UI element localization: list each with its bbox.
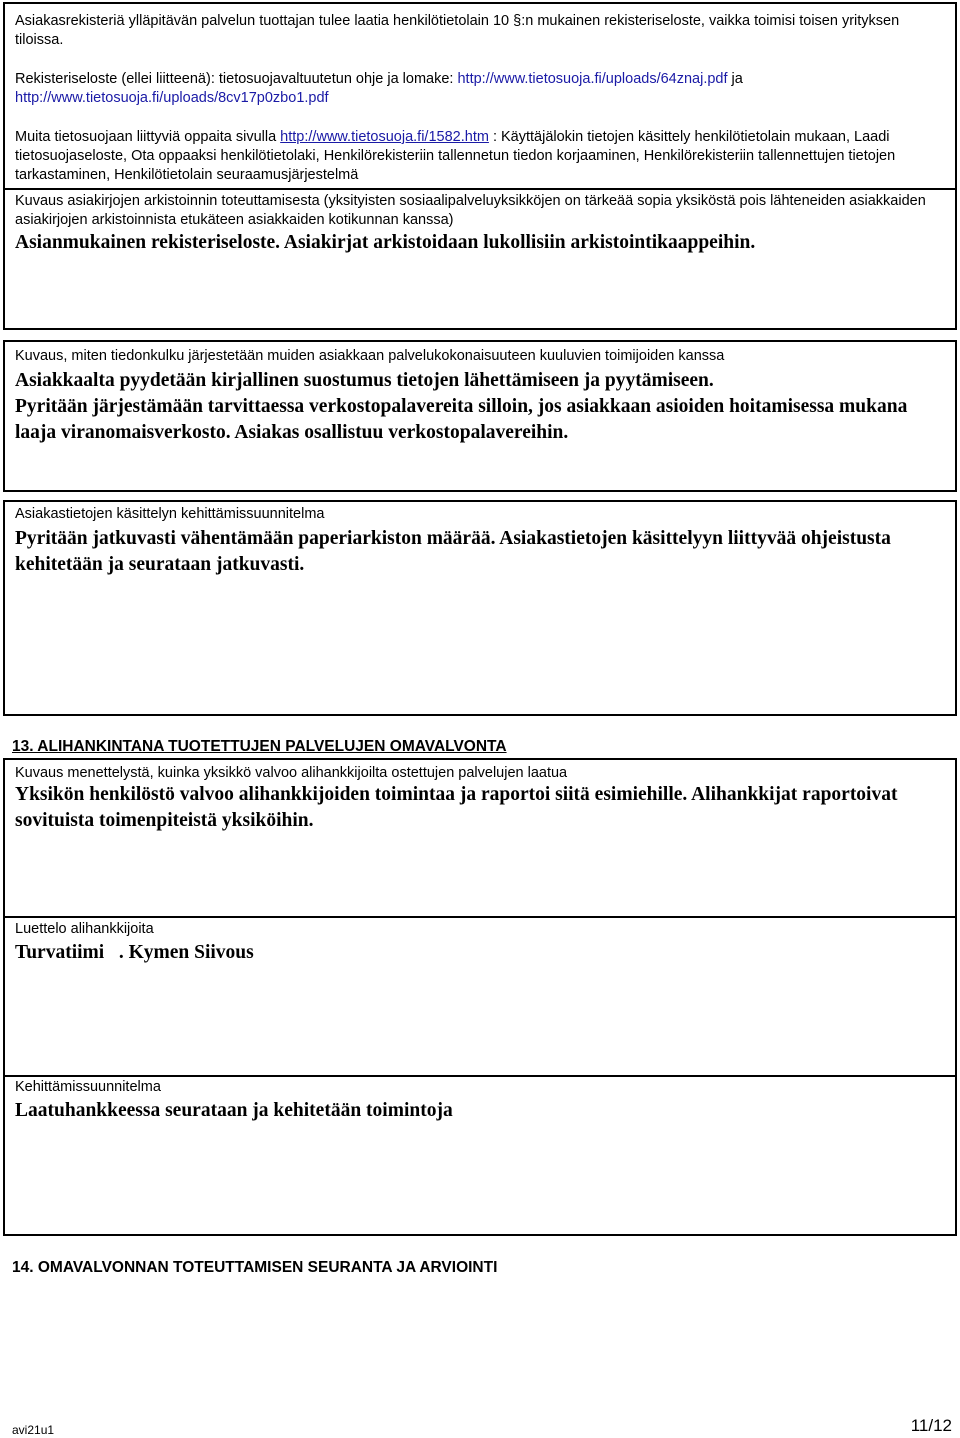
archiving-answer: Asianmukainen rekisteriseloste. Asiakirjat arkistoidaan lukollisiin arkistointikaappeihin. bbox=[15, 232, 756, 253]
divider bbox=[5, 1075, 955, 1077]
registry-template-prefix: Rekisteriseloste (ellei liitteenä): tietosuojavaltuutetun ohje ja lomake: bbox=[15, 71, 458, 87]
divider bbox=[5, 188, 955, 190]
other-guides-paragraph bbox=[15, 128, 947, 185]
form-code: avi21u1 bbox=[12, 1423, 55, 1437]
subcontracting-box bbox=[3, 758, 957, 1236]
registry-template-paragraph bbox=[15, 70, 947, 108]
development-plan-answer: Laatuhankkeessa seurataan ja kehitetään toimintoja bbox=[15, 1100, 453, 1121]
section-14-heading: 14. OMAVALVONNAN TOTEUTTAMISEN SEURANTA JA ARVIOINTI bbox=[12, 1259, 498, 1276]
client-data-development-label: Asiakastietojen käsittelyn kehittämissuunnitelma bbox=[15, 506, 325, 522]
client-data-development-box bbox=[3, 500, 957, 716]
section-13-heading: 13. ALIHANKINTANA TUOTETTUJEN PALVELUJEN OMAVALVONTA bbox=[12, 738, 507, 755]
registry-section-box bbox=[3, 2, 957, 330]
subcontractor-list-answer: Turvatiimi . Kymen Siivous bbox=[15, 942, 254, 963]
information-flow-box bbox=[3, 340, 957, 492]
development-plan-label: Kehittämissuunnitelma bbox=[15, 1079, 161, 1095]
quality-monitoring-answer: Yksikön henkilöstö valvoo alihankkijoiden toimintaa ja raportoi siitä esimiehille. Alihankkijat raportoivat sovituista toimenpiteistä yksiköihin. bbox=[15, 784, 898, 831]
archiving-label: Kuvaus asiakirjojen arkistoinnin toteuttamisesta (yksityisten sosiaalipalveluyksikköjen on tärkeää sopia yksiköstä pois lähteneiden asiakkaiden asiakirjojen arkistoinnista etukäteen asiakkaiden kotikunnan kanssa) bbox=[15, 193, 926, 228]
page-number: 11/12 bbox=[910, 1416, 952, 1435]
information-flow-label: Kuvaus, miten tiedonkulku järjestetään muiden asiakkaan palvelukokonaisuuteen kuuluvien toimijoiden kanssa bbox=[15, 348, 725, 364]
other-guides-link[interactable]: http://www.tietosuoja.fi/1582.htm bbox=[280, 129, 489, 145]
template-link-64znaj[interactable]: http://www.tietosuoja.fi/uploads/64znaj.pdf bbox=[457, 71, 728, 87]
subcontractor-list-label: Luettelo alihankkijoita bbox=[15, 921, 154, 937]
other-guides-prefix: Muita tietosuojaan liittyviä oppaita sivulla bbox=[15, 129, 281, 145]
template-joiner: ja bbox=[727, 71, 743, 87]
information-flow-answer-consent: Asiakkaalta pyydetään kirjallinen suostumus tietojen lähettämiseen ja pyytämiseen. bbox=[15, 370, 714, 391]
template-link-8cv17p0zbo1[interactable]: http://www.tietosuoja.fi/uploads/8cv17p0zbo1.pdf bbox=[15, 90, 329, 106]
registry-intro-text: Asiakasrekisteriä ylläpitävän palvelun tuottajan tulee laatia henkilötietolain 10 §:n mukainen rekisteriseloste, vaikka toimisi toisen yrityksen tiloissa. bbox=[15, 13, 900, 48]
information-flow-answer-network: Pyritään järjestämään tarvittaessa verkostopalavereita silloin, jos asiakkaan asioiden hoitamisessa mukana laaja viranomaisverkosto. Asiakas osallistuu verkostopalavereihin. bbox=[15, 396, 908, 443]
quality-monitoring-label: Kuvaus menettelystä, kuinka yksikkö valvoo alihankkijoilta ostettujen palvelujen laatua bbox=[15, 765, 568, 781]
divider bbox=[5, 916, 955, 918]
client-data-development-answer: Pyritään jatkuvasti vähentämään paperiarkiston määrää. Asiakastietojen käsittelyyn liittyvää ohjeistusta kehitetään ja seurataan jatkuvasti. bbox=[15, 528, 891, 575]
other-guides-suffix: : Käyttäjälokin tietojen käsittely henkilötietolain mukaan, Laadi tietosuojaseloste, Ota oppaaksi henkilötietolaki, Henkilörekisteriin tallennetun tiedon korjaaminen, Henkilörekisteriin tallennettujen tietojen tarkastaminen, Henkilötietolain seuraamusjärjestelmä bbox=[15, 129, 896, 183]
